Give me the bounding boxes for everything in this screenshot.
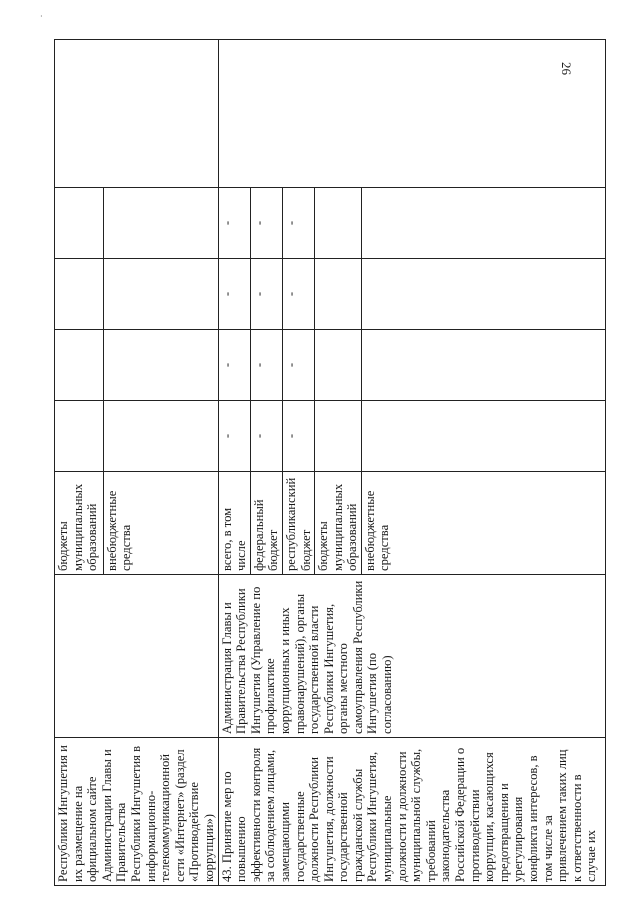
- executor-cell: [55, 575, 219, 738]
- value-cell: [315, 259, 362, 330]
- value-cell: -: [218, 259, 250, 330]
- value-cell: [361, 259, 605, 330]
- value-cell: -: [282, 259, 314, 330]
- value-cell: -: [250, 188, 282, 259]
- value-cell: [103, 330, 218, 401]
- executor-cell: Администрация Главы и Правительства Республики Ингушетия (Управление по профилактике коррупционных и иных правонарушений), органы государственной власти Республики Ингушетия, органы местного самоуправления Республики Ингушетия (по согласованию): [218, 575, 605, 738]
- value-cell: [55, 330, 104, 401]
- result-cell: [218, 40, 605, 188]
- scan-mark: ·: [40, 12, 43, 21]
- measure-cell: Республики Ингушетия и их размещение на официальном сайте Администрации Главы и Правительства Республики Ингушетия в информационно-телекоммуникационной сети «Интернет» (раздел «Противодействие коррупции»): [55, 738, 219, 886]
- value-cell: -: [282, 330, 314, 401]
- value-cell: [315, 401, 362, 472]
- value-cell: [55, 188, 104, 259]
- value-cell: [315, 188, 362, 259]
- funding-source-cell: всего, в том числе: [218, 472, 250, 575]
- funding-source-cell: федеральный бюджет: [250, 472, 282, 575]
- table-row: [55, 40, 104, 886]
- value-cell: -: [282, 401, 314, 472]
- value-cell: [315, 330, 362, 401]
- funding-source-cell: внебюджетные средства: [103, 472, 218, 575]
- result-cell: [55, 40, 219, 188]
- page-number: 26: [559, 62, 574, 75]
- value-cell: [55, 259, 104, 330]
- value-cell: [361, 330, 605, 401]
- value-cell: -: [250, 330, 282, 401]
- value-cell: [103, 401, 218, 472]
- value-cell: [361, 401, 605, 472]
- funding-source-cell: внебюджетные средства: [361, 472, 605, 575]
- value-cell: [103, 188, 218, 259]
- value-cell: [361, 188, 605, 259]
- value-cell: -: [250, 401, 282, 472]
- funding-source-cell: республиканский бюджет: [282, 472, 314, 575]
- value-cell: -: [250, 259, 282, 330]
- value-cell: -: [218, 401, 250, 472]
- table-row: [218, 40, 250, 886]
- value-cell: -: [218, 188, 250, 259]
- funding-source-cell: бюджеты муниципальных образований: [55, 472, 104, 575]
- funding-source-cell: бюджеты муниципальных образований: [315, 472, 362, 575]
- value-cell: [55, 401, 104, 472]
- measure-cell: 43. Принятие мер по повышению эффективности контроля за соблюдением лицами, замещающими государственные должности Республики Ингушетия, должности государственной гражданской службы Республики Ингушетия, муниципальные должности и должности муниципальной службы, требований законодательства Российской Федерации о противодействии коррупции, касающихся предотвращения и урегулирования конфликта интересов, в том числе за привлечением таких лиц к ответственности в случае их: [218, 738, 605, 886]
- value-cell: -: [218, 330, 250, 401]
- program-measures-table: [54, 39, 606, 886]
- value-cell: [103, 259, 218, 330]
- value-cell: -: [282, 188, 314, 259]
